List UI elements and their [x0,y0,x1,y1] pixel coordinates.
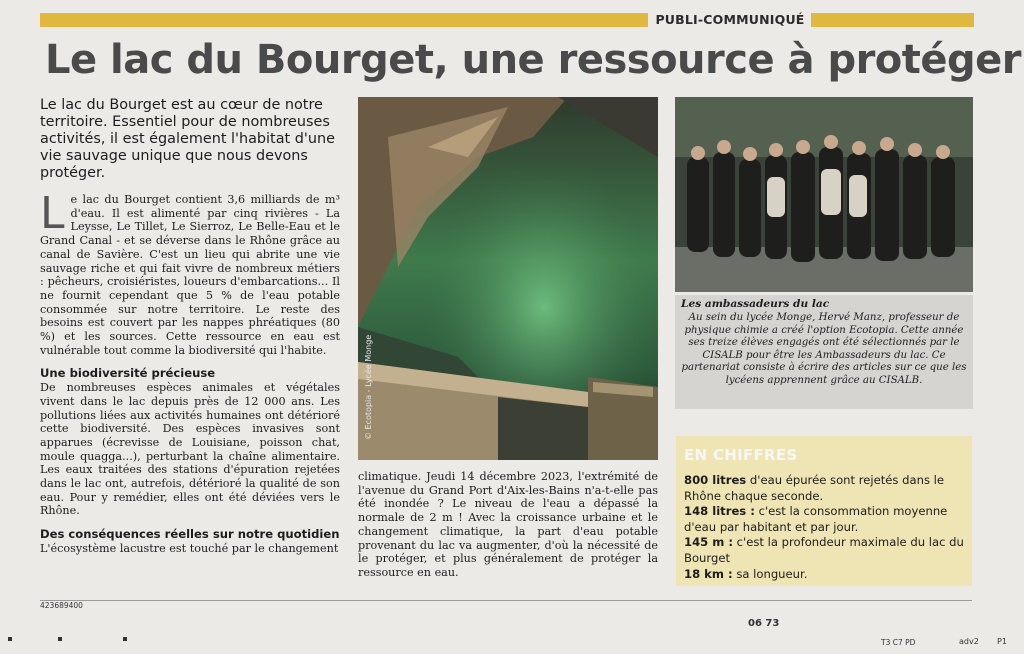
paragraph-intro [40,188,340,357]
page-number: P1 [997,637,1007,646]
registration-mark [123,637,127,641]
subhead-consequences: Des conséquences réelles sur notre quotidien [40,527,340,542]
photo-students [675,97,973,292]
ad-code: 423689400 [40,601,83,610]
chiffre-item: 148 litres : c'est la consommation moyenne d'eau par habitant et par jour. [684,504,948,534]
chiffre-item: 18 km : sa longueur. [684,566,808,581]
en-chiffres-box [676,436,972,586]
edition-code: T3 C7 PD [881,638,916,647]
folio: 06 73 [748,618,780,629]
photo-credit: © Ecotopia - Lycée Monge [364,334,373,440]
headline: Le lac du Bourget, une ressource à protéger [45,37,1022,83]
header-band-left [40,13,648,27]
en-chiffres-list [684,473,968,582]
registration-mark [8,637,12,641]
dropcap: L [40,188,65,239]
photo-underwater-image [358,97,658,460]
paragraph-intro-text: e lac du Bourget contient 3,6 milliards de m³ d'eau. Il est alimenté par cinq rivières - La Leysse, Le Tillet, Le Sierroz, Le Belle-Eau et le Grand Canal - et se déverse dans le Rhône grâce au canal de Savière. C'est un lieu qui abrite une vie sauvage riche et qui fait vivre de nombreux métiers : pêcheurs, croisiéristes, loueurs d'embarcations... Il ne fournit cependant que 5 % de l'eau potable consommée sur notre territoire. Le reste des besoins est couvert par les nappes phréatiques (80 %) et les sources. Cette ressource en eau est vulnérable tout comme la biodiversité qui l'habite. [40,193,340,357]
photo-underwater [358,97,658,460]
article-continuation: climatique. Jeudi 14 décembre 2023, l'extrémité de l'avenue du Grand Port d'Aix-les-Bains n'a-t-elle pas été inondée ? Le niveau de l'eau a dépassé la normale de 2 m ! Avec la croissance urbaine et le changement climatique, la part d'eau potable provenant du lac va augmenter, d'où la nécessité de le protéger, et plus généralement de protéger la ressource en eau. [358,470,658,579]
photo-students-image [675,97,973,292]
chapo: Le lac du Bourget est au cœur de notre territoire. Essentiel pour de nombreuses activités, il est également l'habitat d'une vie sauvage unique que nous devons protéger. [40,97,335,181]
article-body [40,188,340,556]
paragraph-consequences: L'écosystème lacustre est touché par le changement [40,541,339,555]
en-chiffres-title: EN CHIFFRES [684,446,798,464]
chiffre-item: 145 m : c'est la profondeur maximale du lac du Bourget [684,535,964,565]
caption-ambassadeurs [675,295,973,409]
subhead-biodiversite: Une biodiversité précieuse [40,366,216,381]
header-band-right [811,13,974,27]
kicker-label: PUBLI-COMMUNIQUÉ [655,12,805,27]
registration-mark [58,637,62,641]
adv-code: adv2 [959,637,979,646]
paragraph-biodiversite: De nombreuses espèces animales et végétales vivent dans le lac depuis près de 12 000 ans. Les pollutions liées aux activités humaines ont détérioré cette biodiversité. Des espèces invasives sont apparues (écrevisse de Louisiane, poisson chat, moule quagga...), perturbant la chaîne alimentaire. Les eaux traitées des stations d'épuration rejetées dans le lac ont, autrefois, détérioré la qualité de son eau. Pour y remédier, elles ont été déviées vers le Rhône. [40,381,340,518]
caption-text: Au sein du lycée Monge, Hervé Manz, professeur de physique chimie a créé l'option Ecotopia. Cette année ses treize élèves engagés ont été sélectionnés par le CISALB pour être les Ambassadeurs du lac. Ce partenariat consiste à écrire des articles sur ce que les lycéens apprennent grâce au CISALB. [681,312,967,386]
chiffre-item: 800 litres d'eau épurée sont rejetés dans le Rhône chaque seconde. [684,473,945,503]
bottom-rule [40,600,972,601]
caption-title: Les ambassadeurs du lac [681,298,830,310]
